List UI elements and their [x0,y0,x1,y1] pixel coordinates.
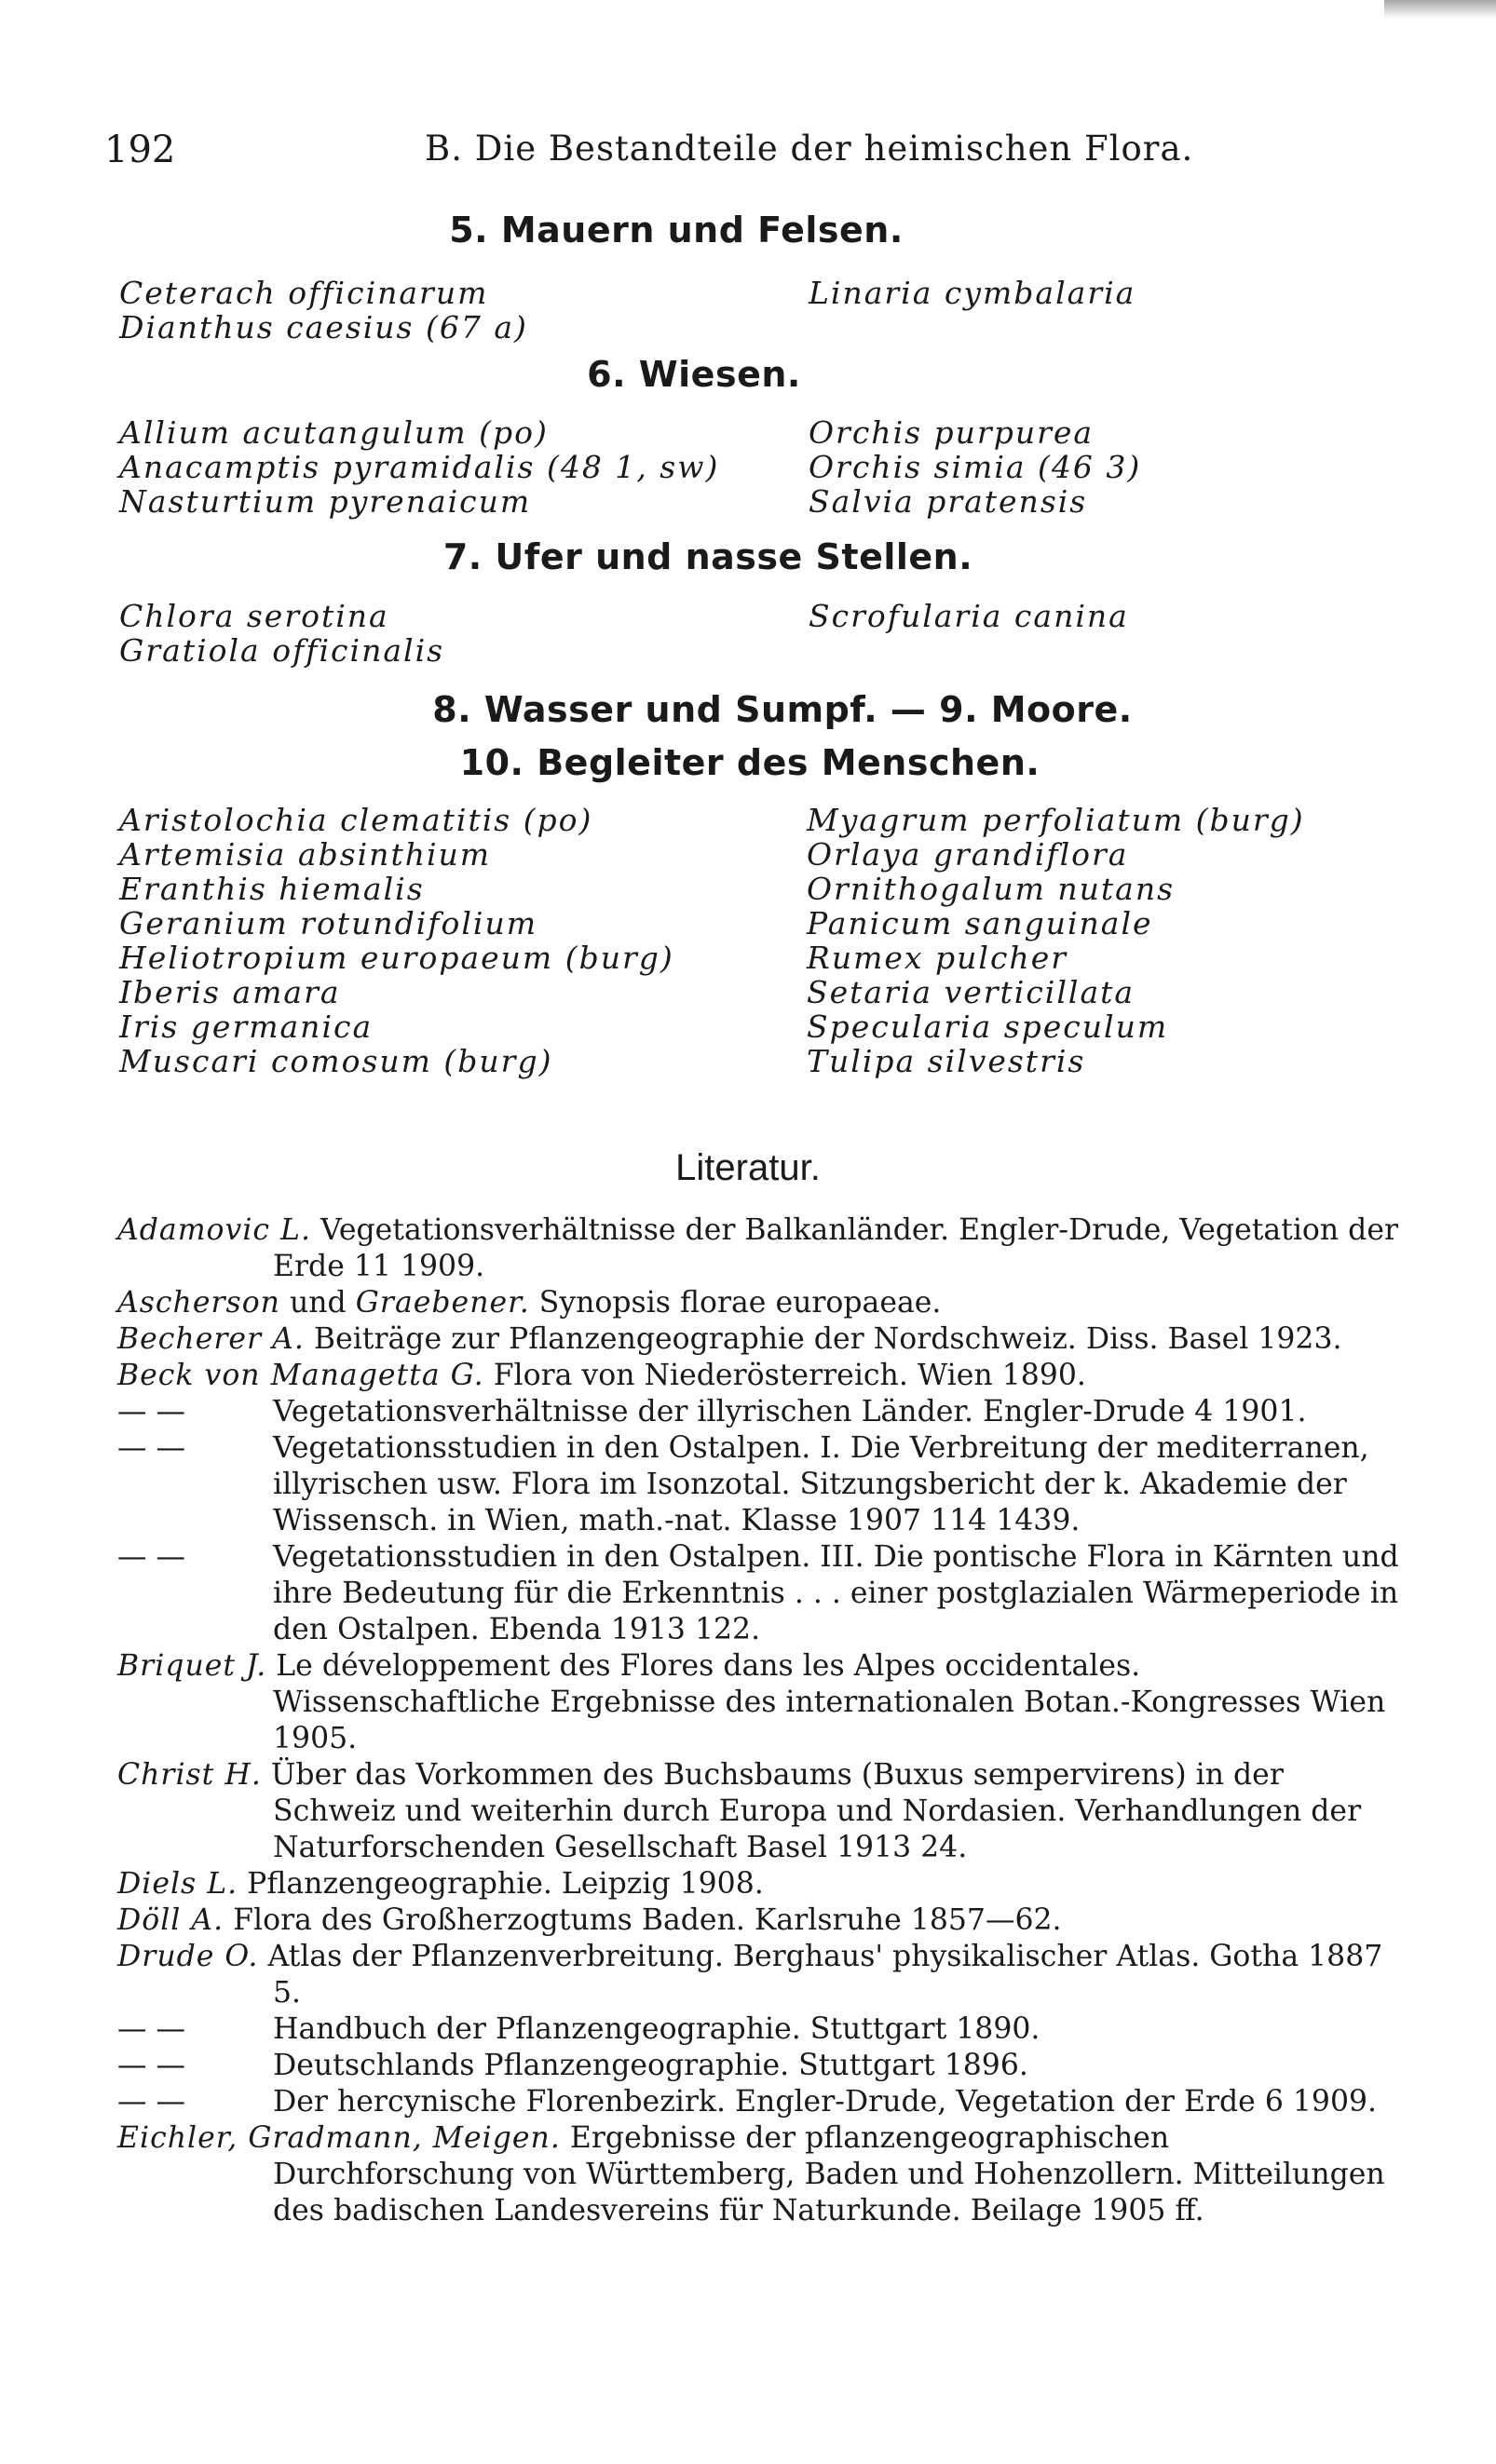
reference-text: Vegetationsstudien in den Ostalpen. I. Die Verbreitung der mediterranen, illyrischen usw. Flora im Isonzotal. Sitzungsbericht der k. Akademie der Wissensch. in Wien, math.-nat. Klasse 1907 114 1439. [273,1431,1369,1537]
species-item: Iberis amara [119,974,341,1010]
species-item: Geranium rotundifolium [119,905,538,941]
species-item: Aristolochia clematitis (po) [119,802,593,838]
species-item: Setaria verticillata [807,974,1136,1010]
reference-text: Le développement des Flores dans les Alpes occidentales. Wissenschaftliche Ergebnisse des internationalen Botan.-Kongresses Wien 1905. [273,1649,1386,1755]
reference-entry [117,1939,1403,2011]
species-list-right-6 [809,415,1141,519]
species-list-left-5 [119,276,528,345]
species-list-left-6 [119,415,719,519]
species-list-right-7 [809,599,1129,633]
reference-text: Vegetationsverhältnisse der Balkanländer. Engler-Drude, Vegetation der Erde 11 1909. [273,1213,1399,1283]
reference-ditto: — — [117,2085,186,2119]
section-heading-7: 7. Ufer und nasse Stellen. [442,536,973,577]
species-item: Salvia pratensis [809,483,1088,520]
page-number: 192 [104,129,176,171]
reference-author: Briquet J. [117,1649,267,1683]
species-item: Ornithogalum nutans [807,871,1176,907]
reference-entry [117,1648,1403,1757]
reference-entry [117,1321,1403,1358]
species-item: Artemisia absinthium [119,836,492,873]
reference-text: Synopsis florae europaeae. [538,1286,942,1320]
species-item: Nasturtium pyrenaicum [119,483,532,520]
reference-ditto: — — [117,1395,186,1428]
reference-text: Vegetationsverhältnisse der illyrischen Länder. Engler-Drude 4 1901. [273,1395,1307,1428]
reference-entry [117,2011,1403,2048]
reference-author: Diels L. [117,1867,238,1901]
species-item: Scrofularia canina [809,598,1129,634]
species-item: Dianthus caesius (67 a) [119,309,528,345]
reference-entry [117,1212,1403,1285]
reference-entry [117,1539,1403,1648]
reference-text: Handbuch der Pflanzengeographie. Stuttgart 1890. [273,2012,1040,2046]
reference-text: Über das Vorkommen des Buchsbaums (Buxus sempervirens) in der Schweiz und weiterhin durch Europa und Nordasien. Verhandlungen der Naturforschenden Gesellschaft Basel 1913 24. [270,1758,1362,1864]
reference-entry [117,1358,1403,1394]
species-item: Heliotropium europaeum (burg) [119,940,674,976]
reference-entry [117,1902,1403,1939]
reference-author: Adamovic L. [117,1213,311,1247]
literature-title: Literatur. [675,1147,821,1188]
species-item: Anacamptis pyramidalis (48 1, sw) [119,449,720,485]
reference-ditto: — — [117,1540,186,1574]
species-list-left-10 [119,803,674,1078]
species-item: Ceterach officinarum [119,275,489,311]
reference-entry [117,2084,1403,2120]
reference-text: Ergebnisse der pflanzengeographischen Durchforschung von Württemberg, Baden und Hohenzollern. Mitteilungen des badischen Landesvereins für Naturkunde. Beilage 1905 ff. [273,2121,1385,2227]
section-heading-6: 6. Wiesen. [587,354,801,395]
reference-ditto: — — [117,1431,186,1465]
reference-author: Becherer A. [117,1322,305,1356]
reference-text: Beiträge zur Pflanzengeographie der Nordschweiz. Diss. Basel 1923. [313,1322,1342,1356]
species-item: Allium acutangulum (po) [119,414,549,451]
species-item: Orchis simia (46 3) [809,449,1142,485]
reference-author: Ascherson [117,1286,280,1320]
reference-ditto: — — [117,2012,186,2046]
species-item: Specularia speculum [807,1009,1169,1045]
reference-entry [117,2120,1403,2229]
species-item: Muscari comosum (burg) [119,1043,553,1079]
reference-author: Drude O. [117,1940,259,1973]
species-item: Iris germanica [119,1009,374,1045]
reference-entry [117,1866,1403,1902]
species-list-right-5 [809,276,1136,310]
reference-author-2: Graebener. [355,1286,530,1320]
species-item: Orchis purpurea [809,414,1095,451]
reference-text: Vegetationsstudien in den Ostalpen. III. Die pontische Flora in Kärnten und ihre Bedeutung für die Erkenntnis . . . einer postglazialen Wärmeperiode in den Ostalpen. Ebenda 1913 122. [273,1540,1399,1646]
running-head: B. Die Bestandteile der heimischen Flora. [425,129,1194,169]
page-header [104,129,1403,175]
species-item: Orlaya grandiflora [807,836,1129,873]
species-list-left-7 [119,599,444,668]
reference-entry [117,2048,1403,2084]
species-item: Gratiola officinalis [119,632,445,669]
reference-text: Der hercynische Florenbezirk. Engler-Drude, Vegetation der Erde 6 1909. [273,2085,1378,2119]
reference-text: Pflanzengeographie. Leipzig 1908. [247,1867,764,1901]
species-item: Myagrum perfoliatum (burg) [807,802,1305,838]
species-item: Rumex pulcher [807,940,1068,976]
species-item: Chlora serotina [119,598,389,634]
reference-text: Flora des Großherzogtums Baden. Karlsruhe 1857—62. [233,1903,1062,1937]
scan-shadow [1384,0,1496,19]
section-heading-10: 10. Begleiter des Menschen. [459,742,1040,783]
reference-author: Beck von Managetta G. [117,1359,484,1392]
reference-text: Flora von Niederösterreich. Wien 1890. [493,1359,1086,1392]
reference-conjunction: und [289,1286,347,1320]
species-item: Eranthis hiemalis [119,871,425,907]
species-list-right-10 [807,803,1305,1078]
reference-author: Christ H. [117,1758,262,1792]
section-heading-5: 5. Mauern und Felsen. [449,210,904,250]
reference-ditto: — — [117,2049,186,2082]
reference-text: Deutschlands Pflanzengeographie. Stuttgart 1896. [273,2049,1028,2082]
reference-entry [117,1285,1403,1321]
reference-text: Atlas der Pflanzenverbreitung. Berghaus' physikalischer Atlas. Gotha 1887 5. [267,1940,1383,2010]
species-item: Tulipa silvestris [807,1043,1086,1079]
section-heading-8-9: 8. Wasser und Sumpf. — 9. Moore. [432,689,1133,730]
reference-entry [117,1757,1403,1866]
reference-entry [117,1394,1403,1430]
reference-entry [117,1430,1403,1539]
species-item: Linaria cymbalaria [809,275,1136,311]
species-item: Panicum sanguinale [807,905,1153,941]
reference-list [117,1212,1403,2229]
reference-author: Eichler, Gradmann, Meigen. [117,2121,561,2155]
reference-author: Döll A. [117,1903,224,1937]
